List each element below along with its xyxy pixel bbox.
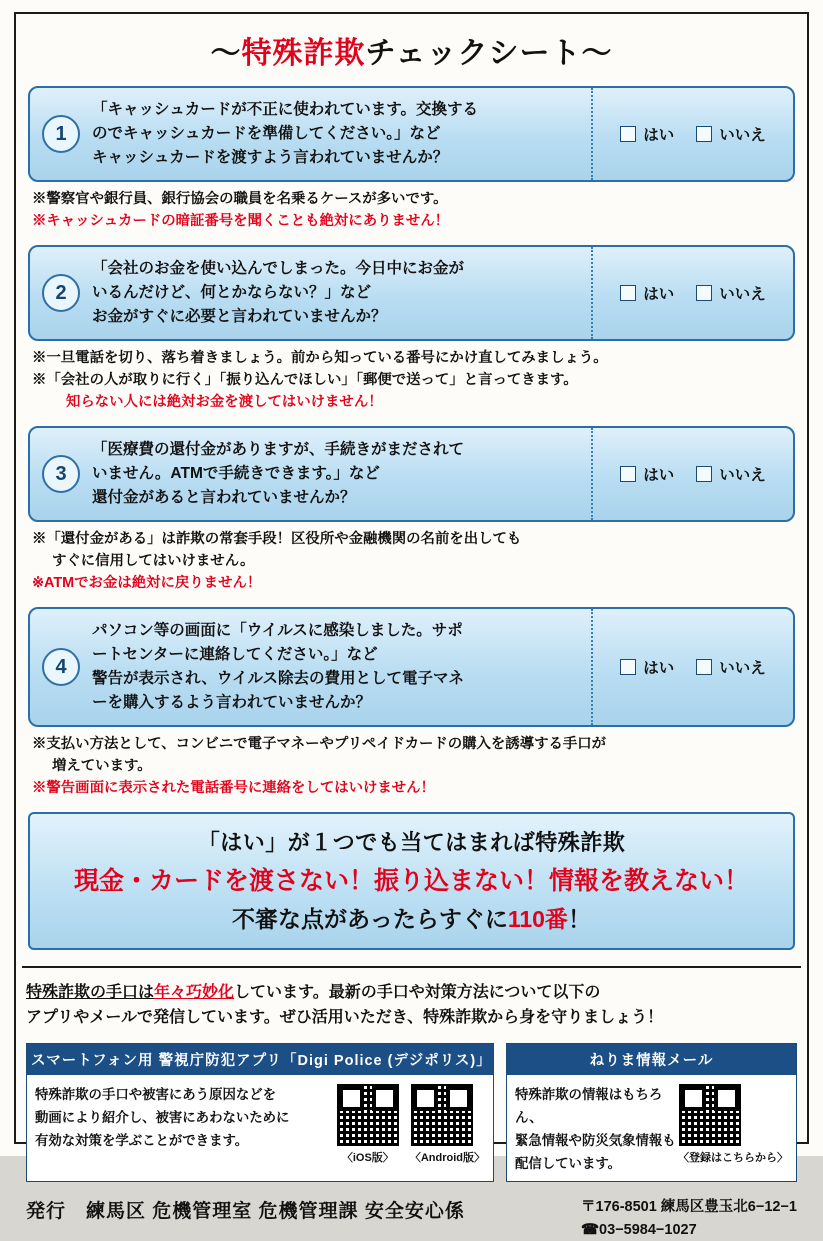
question-line: 「医療費の還付金がありますが、手続きがまだされて [92, 440, 465, 458]
qr-group-nerima-mail [678, 1083, 788, 1175]
warning-line-3-a: 不審な点があったらすぐに [232, 905, 508, 932]
question-number-circle: 3 [42, 455, 80, 493]
question-line: 「会社のお金を使い込んでしまった。今日中にお金が [92, 259, 465, 277]
answer-yes-2[interactable] [620, 282, 674, 304]
qr-group-digi-police [336, 1083, 485, 1175]
question-text-1 [92, 88, 593, 180]
question-number-circle: 1 [42, 115, 80, 153]
note-line: ※支払い方法として、コンビニで電子マネーやプリペイドカードの購入を誘導する手口が [32, 735, 607, 752]
warning-line-3 [36, 901, 787, 934]
warning-line-2: 現金・カードを渡さない！振り込まない！情報を教えない！ [73, 866, 749, 895]
checkbox-icon[interactable] [620, 285, 636, 301]
lead-line-2: アプリやメールで発信しています。ぜひ活用いただき、特殊詐欺から身を守りましょう！ [26, 1009, 664, 1027]
answer-yes-label: はい [643, 285, 675, 303]
app-desc-line: 動画により紹介し、被害にあわないために [35, 1110, 290, 1126]
note-line: ※「会社の人が取りに行く」「振り込んでほしい」「郵便で送って」と言ってきます。 [32, 372, 578, 389]
answer-no-label: いいえ [719, 285, 766, 303]
note-line: ※警察官や銀行員、銀行協会の職員を名乗るケースが多いです。 [32, 191, 448, 208]
publisher-name: 発行 練馬区 危機管理室 危機管理課 安全安心係 [26, 1201, 465, 1223]
publisher-tel: ☎03−5984−1027 [581, 1221, 697, 1238]
lead-text-b: しています。最新の手口や対策方法について以下の [234, 983, 601, 1001]
warning-line-1: 「はい」が１つでも当てはまれば特殊詐欺 [197, 829, 626, 855]
lead-line-1 [26, 980, 797, 1006]
answer-no-4[interactable] [696, 656, 766, 678]
qr-caption-nerima-mail: 〈登録はこちらから〉 [678, 1152, 788, 1164]
answer-no-3[interactable] [696, 463, 766, 485]
question-number-1 [30, 88, 92, 180]
app-desc-line: 有効な対策を学ぶことができます。 [35, 1133, 249, 1149]
answer-options-4 [593, 609, 793, 725]
app-body-digi-police [27, 1075, 493, 1181]
qr-code-nerima-mail-icon[interactable] [678, 1083, 742, 1147]
qr-code-ios-icon[interactable] [336, 1083, 400, 1147]
answer-no-label: いいえ [719, 127, 766, 145]
question-box-1 [28, 86, 795, 182]
question-line: いるんだけど、何とかならない？」など [92, 283, 372, 301]
divider [22, 966, 801, 968]
qr-item-android[interactable] [410, 1083, 485, 1165]
app-desc-line: 特殊詐欺の情報はもちろん、 [515, 1087, 663, 1126]
publisher-block [26, 1196, 797, 1241]
checkbox-icon[interactable] [620, 659, 636, 675]
question-number-4 [30, 609, 92, 725]
answer-options-3 [593, 428, 793, 520]
question-line: ートセンターに連絡してください。」など [92, 645, 378, 663]
app-box-digi-police [26, 1043, 494, 1182]
app-header-nerima-mail: ねりま情報メール [507, 1044, 796, 1075]
app-box-nerima-mail [506, 1043, 797, 1182]
qr-item-ios[interactable] [336, 1083, 400, 1165]
qr-code-android-icon[interactable] [410, 1083, 474, 1147]
question-box-3 [28, 426, 795, 522]
page-title [22, 28, 801, 72]
question-line: 還付金があると言われていませんか？ [92, 488, 356, 506]
question-text-4 [92, 609, 593, 725]
app-desc-line: 特殊詐欺の手口や被害にあう原因などを [35, 1087, 277, 1102]
title-prefix: 〜 [210, 37, 242, 70]
notes-4 [32, 733, 793, 800]
app-row [26, 1043, 797, 1182]
warning-line-3-b: ！ [567, 905, 591, 932]
question-line: パソコン等の画面に「ウイルスに感染しました。サポ [92, 621, 463, 639]
question-number-2 [30, 247, 92, 339]
publisher-address: 〒176-8501 練馬区豊玉北6−12−1 [581, 1199, 797, 1216]
lead-text-highlight: 年々巧妙化 [154, 983, 235, 1001]
app-desc-line: 配信しています。 [515, 1156, 622, 1172]
answer-yes-4[interactable] [620, 656, 674, 678]
note-line: ※ATMでお金は絶対に戻りません！ [32, 575, 262, 592]
answer-yes-label: はい [643, 127, 675, 145]
notes-2 [32, 347, 793, 414]
app-body-nerima-mail [507, 1075, 796, 1181]
question-text-2 [92, 247, 593, 339]
note-line: 増えています。 [52, 758, 152, 775]
question-line: キャッシュカードを渡すよう言われていませんか？ [92, 149, 449, 167]
question-line: ーを購入するよう言われていませんか？ [92, 693, 372, 711]
question-line: いません。ATMで手続きできます。」など [92, 464, 380, 482]
note-line: ※一旦電話を切り、落ち着きましょう。前から知っている番号にかけ直してみましょう。 [32, 349, 608, 366]
checkbox-icon[interactable] [696, 659, 712, 675]
qr-caption-android: 〈Android版〉 [409, 1152, 485, 1164]
content-area [22, 20, 801, 1241]
title-highlight: 特殊詐欺 [241, 37, 366, 70]
checkbox-icon[interactable] [620, 466, 636, 482]
answer-yes-3[interactable] [620, 463, 674, 485]
note-line: ※警告画面に表示された電話番号に連絡をしてはいけません！ [32, 780, 435, 797]
answer-yes-label: はい [643, 659, 675, 677]
app-desc-line: 緊急情報や防災気象情報も [515, 1133, 676, 1149]
question-number-circle: 4 [42, 648, 80, 686]
emergency-number: 110番 [507, 905, 568, 932]
answer-no-2[interactable] [696, 282, 766, 304]
question-box-2 [28, 245, 795, 341]
question-number-3 [30, 428, 92, 520]
publisher-contact [581, 1196, 797, 1241]
lead-text-a: 特殊詐欺の手口は [26, 983, 155, 1001]
answer-yes-label: はい [643, 466, 675, 484]
question-text-3 [92, 428, 593, 520]
qr-item-nerima-mail[interactable] [678, 1083, 788, 1165]
answer-no-1[interactable] [696, 123, 766, 145]
question-line: お金がすぐに必要と言われていませんか？ [92, 307, 387, 325]
checkbox-icon[interactable] [620, 126, 636, 142]
title-suffix: 〜 [581, 37, 613, 70]
question-line: のでキャッシュカードを準備してください。」など [92, 125, 441, 143]
warning-panel [28, 812, 795, 950]
note-line: ※キャッシュカードの暗証番号を聞くことも絶対にありません！ [32, 213, 450, 230]
notes-3 [32, 528, 793, 595]
note-line: すぐに信用してはいけません。 [52, 553, 255, 570]
app-description-digi-police [35, 1083, 336, 1175]
answer-no-label: いいえ [719, 659, 766, 677]
note-line: ※「還付金がある」は詐欺の常套手段！区役所や金融機関の名前を出しても [32, 530, 522, 547]
app-header-digi-police: スマートフォン用 警視庁防犯アプリ「Digi Police (デジポリス)」 [27, 1044, 493, 1075]
note-line: 知らない人には絶対お金を渡してはいけません！ [66, 394, 383, 411]
question-box-4 [28, 607, 795, 727]
checkbox-icon[interactable] [696, 466, 712, 482]
lead-text [26, 980, 797, 1031]
answer-options-1 [593, 88, 793, 180]
qr-caption-ios: 〈iOS版〉 [341, 1152, 394, 1164]
answer-yes-1[interactable] [620, 123, 674, 145]
checkbox-icon[interactable] [696, 285, 712, 301]
question-line: 「キャッシュカードが不正に使われています。交換する [92, 101, 478, 118]
question-line: 警告が表示され、ウイルス除去の費用として電子マネ [92, 669, 465, 687]
title-rest: チェックシート [365, 37, 582, 70]
checkbox-icon[interactable] [696, 126, 712, 142]
notes-1 [32, 188, 793, 233]
answer-no-label: いいえ [719, 466, 766, 484]
answer-options-2 [593, 247, 793, 339]
question-number-circle: 2 [42, 274, 80, 312]
app-description-nerima-mail [515, 1083, 678, 1175]
